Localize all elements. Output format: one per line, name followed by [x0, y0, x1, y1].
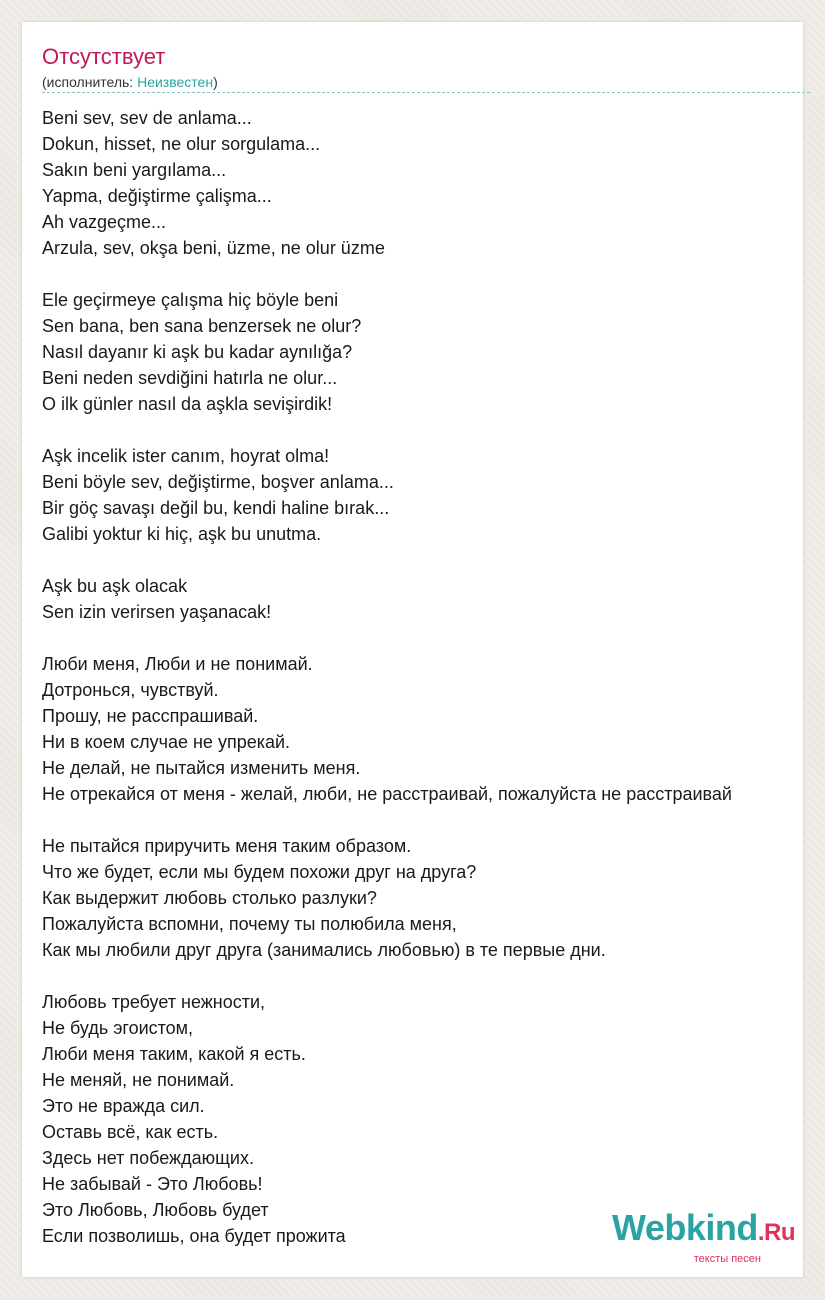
- lyrics-line: Beni böyle sev, değiştirme, boşver anlama...: [42, 472, 394, 492]
- song-title: Отсутствует: [42, 44, 166, 69]
- logo-name: Webkind: [611, 1207, 758, 1248]
- lyrics-line: Оставь всё, как есть.: [42, 1122, 219, 1142]
- lyrics-line: Sen izin verirsen yaşanacak!: [42, 602, 272, 622]
- lyrics-line: Aşk incelik ister canım, hoyrat olma!: [42, 446, 330, 466]
- lyrics-line: Sen bana, ben sana benzersek ne olur?: [42, 316, 362, 336]
- lyrics-line: Любовь требует нежности,: [42, 992, 266, 1012]
- lyrics-line: Sakın beni yargılama...: [42, 160, 227, 180]
- lyrics-line: Nasıl dayanır ki aşk bu kadar aynılığa?: [42, 342, 353, 362]
- lyrics-line: O ilk günler nasıl da aşkla sevişirdik!: [42, 394, 333, 414]
- artist-line: [42, 73, 218, 91]
- lyrics-line: Ele geçirmeye çalışma hiç böyle beni: [42, 290, 339, 310]
- lyrics-line: Не забывай - Это Любовь!: [42, 1174, 263, 1194]
- lyrics-text: [42, 105, 732, 1275]
- lyrics-stanza: [42, 651, 732, 807]
- lyrics-stanza: [42, 287, 732, 417]
- lyrics-line: Если позволишь, она будет прожита: [42, 1226, 346, 1246]
- logo-tld: .Ru: [757, 1219, 795, 1246]
- lyrics-stanza: [42, 105, 732, 261]
- lyrics-line: Dokun, hisset, ne olur sorgulama...: [42, 134, 321, 154]
- lyrics-line: Это не вражда сил.: [42, 1096, 205, 1116]
- lyrics-line: Bir göç savaşı değil bu, kendi haline bırak...: [42, 498, 390, 518]
- lyrics-line: Прошу, не расспрашивай.: [42, 706, 259, 726]
- lyrics-line: Ah vazgeçme...: [42, 212, 167, 232]
- logo-tagline: тексты песен: [693, 1253, 761, 1265]
- lyrics-line: Arzula, sev, okşa beni, üzme, ne olur üzme: [42, 238, 385, 258]
- artist-link[interactable]: Неизвестен: [137, 74, 214, 90]
- lyrics-line: Люби меня таким, какой я есть.: [42, 1044, 306, 1064]
- lyrics-line: Здесь нет побеждающих.: [42, 1148, 254, 1168]
- lyrics-line: Beni neden sevdiğini hatırla ne olur...: [42, 368, 338, 388]
- lyrics-line: Пожалуйста вспомни, почему ты полюбила меня,: [42, 914, 457, 934]
- lyrics-line: Как выдержит любовь столько разлуки?: [42, 888, 377, 908]
- lyrics-line: Как мы любили друг друга (занимались любовью) в те первые дни.: [42, 940, 606, 960]
- site-logo[interactable]: [575, 1208, 795, 1265]
- title-divider: [42, 92, 810, 93]
- lyrics-line: Это Любовь, Любовь будет: [42, 1200, 269, 1220]
- lyrics-line: Ни в коем случае не упрекай.: [42, 732, 291, 752]
- artist-prefix: (исполнитель:: [42, 74, 138, 90]
- lyrics-line: Что же будет, если мы будем похожи друг на друга?: [42, 862, 477, 882]
- lyrics-line: Не пытайся приручить меня таким образом.: [42, 836, 412, 856]
- lyrics-line: Люби меня, Люби и не понимай.: [42, 654, 313, 674]
- artist-suffix: ): [213, 74, 218, 90]
- lyrics-line: Не делай, не пытайся изменить меня.: [42, 758, 361, 778]
- lyrics-card: [22, 22, 803, 1277]
- lyrics-line: Дотронься, чувствуй.: [42, 680, 219, 700]
- lyrics-line: Не меняй, не понимай.: [42, 1070, 235, 1090]
- lyrics-stanza: [42, 573, 732, 625]
- lyrics-line: Не будь эгоистом,: [42, 1018, 194, 1038]
- lyrics-line: Yapma, değiştirme çalişma...: [42, 186, 272, 206]
- logo-wordmark: [575, 1208, 795, 1253]
- lyrics-stanza: [42, 833, 732, 963]
- lyrics-line: Beni sev, sev de anlama...: [42, 108, 252, 128]
- lyrics-stanza: [42, 443, 732, 547]
- lyrics-line: Galibi yoktur ki hiç, aşk bu unutma.: [42, 524, 322, 544]
- lyrics-line: Aşk bu aşk olacak: [42, 576, 188, 596]
- lyrics-line: Не отрекайся от меня - желай, люби, не расстраивай, пожалуйста не расстраивай: [42, 784, 732, 804]
